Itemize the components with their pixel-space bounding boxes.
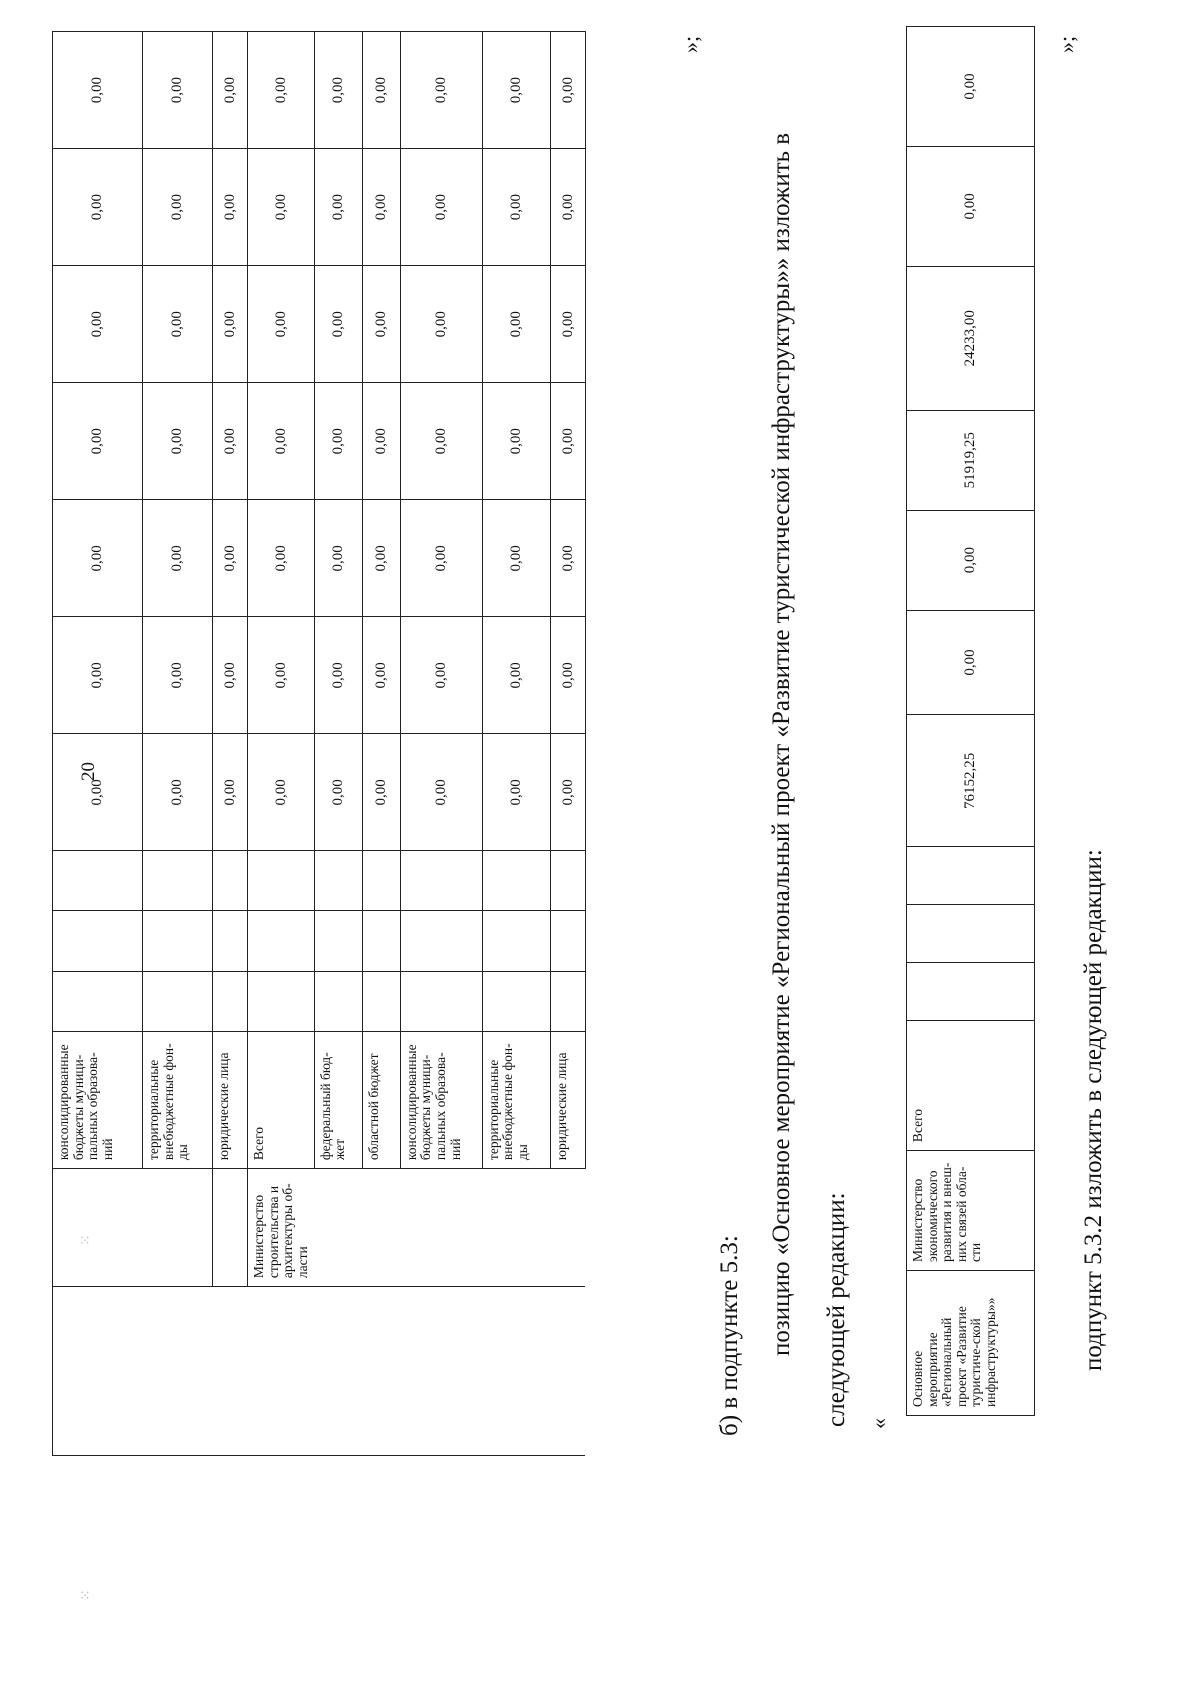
activity-cell (362, 1287, 400, 1456)
value-cell: 0,00 (314, 149, 362, 266)
executor-cell (53, 1169, 143, 1287)
value-cell: 0,00 (213, 383, 248, 500)
table-row (362, 32, 400, 1456)
table-row (550, 32, 585, 1456)
empty-cell (53, 911, 143, 971)
replacement-table (906, 26, 1035, 1416)
executor-cell (213, 1169, 248, 1287)
value-cell: 0,00 (143, 32, 213, 149)
value-cell: 0,00 (482, 500, 550, 617)
value-cell: 0,00 (400, 617, 482, 734)
empty-cell (314, 971, 362, 1031)
value-cell: 0,00 (482, 734, 550, 851)
value-cell: 0,00 (907, 146, 1035, 266)
value-cell: 0,00 (248, 383, 315, 500)
source-cell: консолидированные бюджеты муници-пальных образова-ний (400, 1031, 482, 1168)
empty-cell (550, 851, 585, 911)
value-cell: 0,00 (907, 610, 1035, 715)
value-cell: 0,00 (314, 734, 362, 851)
empty-cell (550, 971, 585, 1031)
value-cell: 0,00 (213, 734, 248, 851)
value-cell: 0,00 (482, 617, 550, 734)
value-cell: 0,00 (213, 500, 248, 617)
section-b-line1: б) в подпункте 5.3: (716, 1235, 743, 1436)
source-cell: консолидированные бюджеты муници-пальных образова-ний (53, 1031, 143, 1168)
value-cell: 0,00 (248, 500, 315, 617)
value-cell: 0,00 (314, 383, 362, 500)
source-cell: Всего (248, 1031, 315, 1168)
value-cell: 0,00 (53, 734, 143, 851)
value-cell: 0,00 (362, 617, 400, 734)
activity-cell: Основное мероприятие «Региональный проект «Развитие туристиче-ской инфраструктуры»» (907, 1271, 1035, 1416)
value-cell: 0,00 (143, 266, 213, 383)
empty-cell (362, 971, 400, 1031)
activity-cell (482, 1287, 550, 1456)
empty-cell (907, 905, 1035, 963)
value-cell: 0,00 (362, 266, 400, 383)
empty-cell (482, 851, 550, 911)
value-cell: 0,00 (53, 32, 143, 149)
value-cell: 0,00 (248, 32, 315, 149)
value-cell: 0,00 (482, 149, 550, 266)
empty-cell (400, 971, 482, 1031)
value-cell: 0,00 (248, 266, 315, 383)
value-cell: 0,00 (213, 32, 248, 149)
value-cell: 0,00 (314, 617, 362, 734)
value-cell: 0,00 (53, 617, 143, 734)
table-row (482, 32, 550, 1456)
empty-cell (400, 911, 482, 971)
value-cell: 0,00 (362, 734, 400, 851)
value-cell: 0,00 (400, 383, 482, 500)
table2-closing-quote: »; (1054, 35, 1079, 53)
section-b-line3: следующей редакции: (823, 1192, 850, 1427)
value-cell: 0,00 (907, 27, 1035, 147)
empty-cell (53, 851, 143, 911)
executor-cell (143, 1169, 213, 1287)
source-cell: территориальные внебюджетные фон-ды (143, 1031, 213, 1168)
value-cell: 0,00 (143, 383, 213, 500)
value-cell: 0,00 (400, 266, 482, 383)
source-cell: областной бюджет (362, 1031, 400, 1168)
executor-cell (314, 1169, 362, 1287)
empty-cell (53, 971, 143, 1031)
section-b-line2: позицию «Основное мероприятие «Региональный проект «Развитие туристической инфраструктуры»» изложить в (768, 132, 795, 1356)
value-cell: 0,00 (550, 617, 585, 734)
table-row (314, 32, 362, 1456)
value-cell: 0,00 (314, 266, 362, 383)
value-cell: 0,00 (400, 500, 482, 617)
empty-cell (143, 851, 213, 911)
value-cell: 0,00 (53, 383, 143, 500)
table2-open-quote: « (866, 1418, 891, 1429)
table-row (143, 32, 213, 1456)
empty-cell (907, 963, 1035, 1021)
activity-cell (213, 1287, 248, 1456)
empty-cell (482, 911, 550, 971)
value-cell: 51919,25 (907, 410, 1035, 510)
empty-cell (362, 911, 400, 971)
activity-cell (53, 1287, 143, 1456)
page-number: 20 (78, 762, 99, 781)
activity-cell (314, 1287, 362, 1456)
value-cell: 0,00 (143, 149, 213, 266)
empty-cell (143, 971, 213, 1031)
empty-cell (143, 911, 213, 971)
value-cell: 0,00 (362, 383, 400, 500)
activity-cell (550, 1287, 585, 1456)
value-cell: 0,00 (213, 149, 248, 266)
value-cell: 0,00 (213, 617, 248, 734)
activity-cell (143, 1287, 213, 1456)
table-row (400, 32, 482, 1456)
empty-cell (248, 851, 315, 911)
activity-cell (248, 1287, 315, 1456)
value-cell: 0,00 (550, 383, 585, 500)
value-cell: 0,00 (143, 500, 213, 617)
table1-closing-quote: »; (678, 35, 703, 53)
value-cell: 24233,00 (907, 266, 1035, 410)
value-cell: 0,00 (213, 266, 248, 383)
executor-cell (482, 1169, 550, 1287)
table-row (53, 32, 143, 1456)
source-cell: Всего (907, 1021, 1035, 1151)
value-cell: 76152,25 (907, 715, 1035, 847)
value-cell: 0,00 (550, 266, 585, 383)
value-cell: 0,00 (248, 734, 315, 851)
empty-cell (482, 971, 550, 1031)
value-cell: 0,00 (400, 734, 482, 851)
value-cell: 0,00 (53, 500, 143, 617)
empty-cell (248, 911, 315, 971)
source-cell: федеральный бюд-жет (314, 1031, 362, 1168)
footer-text: подпункт 5.3.2 изложить в следующей редакции: (1080, 849, 1107, 1371)
value-cell: 0,00 (400, 32, 482, 149)
empty-cell (907, 847, 1035, 905)
value-cell: 0,00 (314, 32, 362, 149)
value-cell: 0,00 (362, 500, 400, 617)
value-cell: 0,00 (907, 510, 1035, 610)
table-row (213, 32, 248, 1456)
empty-cell (213, 971, 248, 1031)
empty-cell (362, 851, 400, 911)
value-cell: 0,00 (482, 32, 550, 149)
activity-cell (400, 1287, 482, 1456)
executor-cell: Министерство экономического развития и внеш-них связей обла-сти (907, 1151, 1035, 1271)
table-row (248, 32, 315, 1456)
empty-cell (550, 911, 585, 971)
value-cell: 0,00 (143, 617, 213, 734)
value-cell: 0,00 (550, 32, 585, 149)
value-cell: 0,00 (314, 500, 362, 617)
empty-cell (314, 851, 362, 911)
executor-cell (362, 1169, 400, 1287)
table-row (907, 27, 1035, 1416)
empty-cell (213, 851, 248, 911)
source-cell: территориальные внебюджетные фон-ды (482, 1031, 550, 1168)
funding-table (52, 31, 586, 1456)
value-cell: 0,00 (362, 32, 400, 149)
executor-cell (400, 1169, 482, 1287)
value-cell: 0,00 (362, 149, 400, 266)
scan-speck: ⁙ (79, 1234, 94, 1246)
value-cell: 0,00 (550, 734, 585, 851)
executor-cell (550, 1169, 585, 1287)
value-cell: 0,00 (550, 500, 585, 617)
value-cell: 0,00 (53, 149, 143, 266)
value-cell: 0,00 (248, 617, 315, 734)
value-cell: 0,00 (482, 383, 550, 500)
value-cell: 0,00 (400, 149, 482, 266)
source-cell: юридические лица (550, 1031, 585, 1168)
empty-cell (213, 911, 248, 971)
value-cell: 0,00 (482, 266, 550, 383)
empty-cell (248, 971, 315, 1031)
executor-cell: Министерство строительства и архитектуры об-ласти (248, 1169, 315, 1287)
value-cell: 0,00 (248, 149, 315, 266)
value-cell: 0,00 (53, 266, 143, 383)
empty-cell (400, 851, 482, 911)
value-cell: 0,00 (550, 149, 585, 266)
scan-speck: ⁙ (79, 1589, 94, 1601)
source-cell: юридические лица (213, 1031, 248, 1168)
value-cell: 0,00 (143, 734, 213, 851)
empty-cell (314, 911, 362, 971)
